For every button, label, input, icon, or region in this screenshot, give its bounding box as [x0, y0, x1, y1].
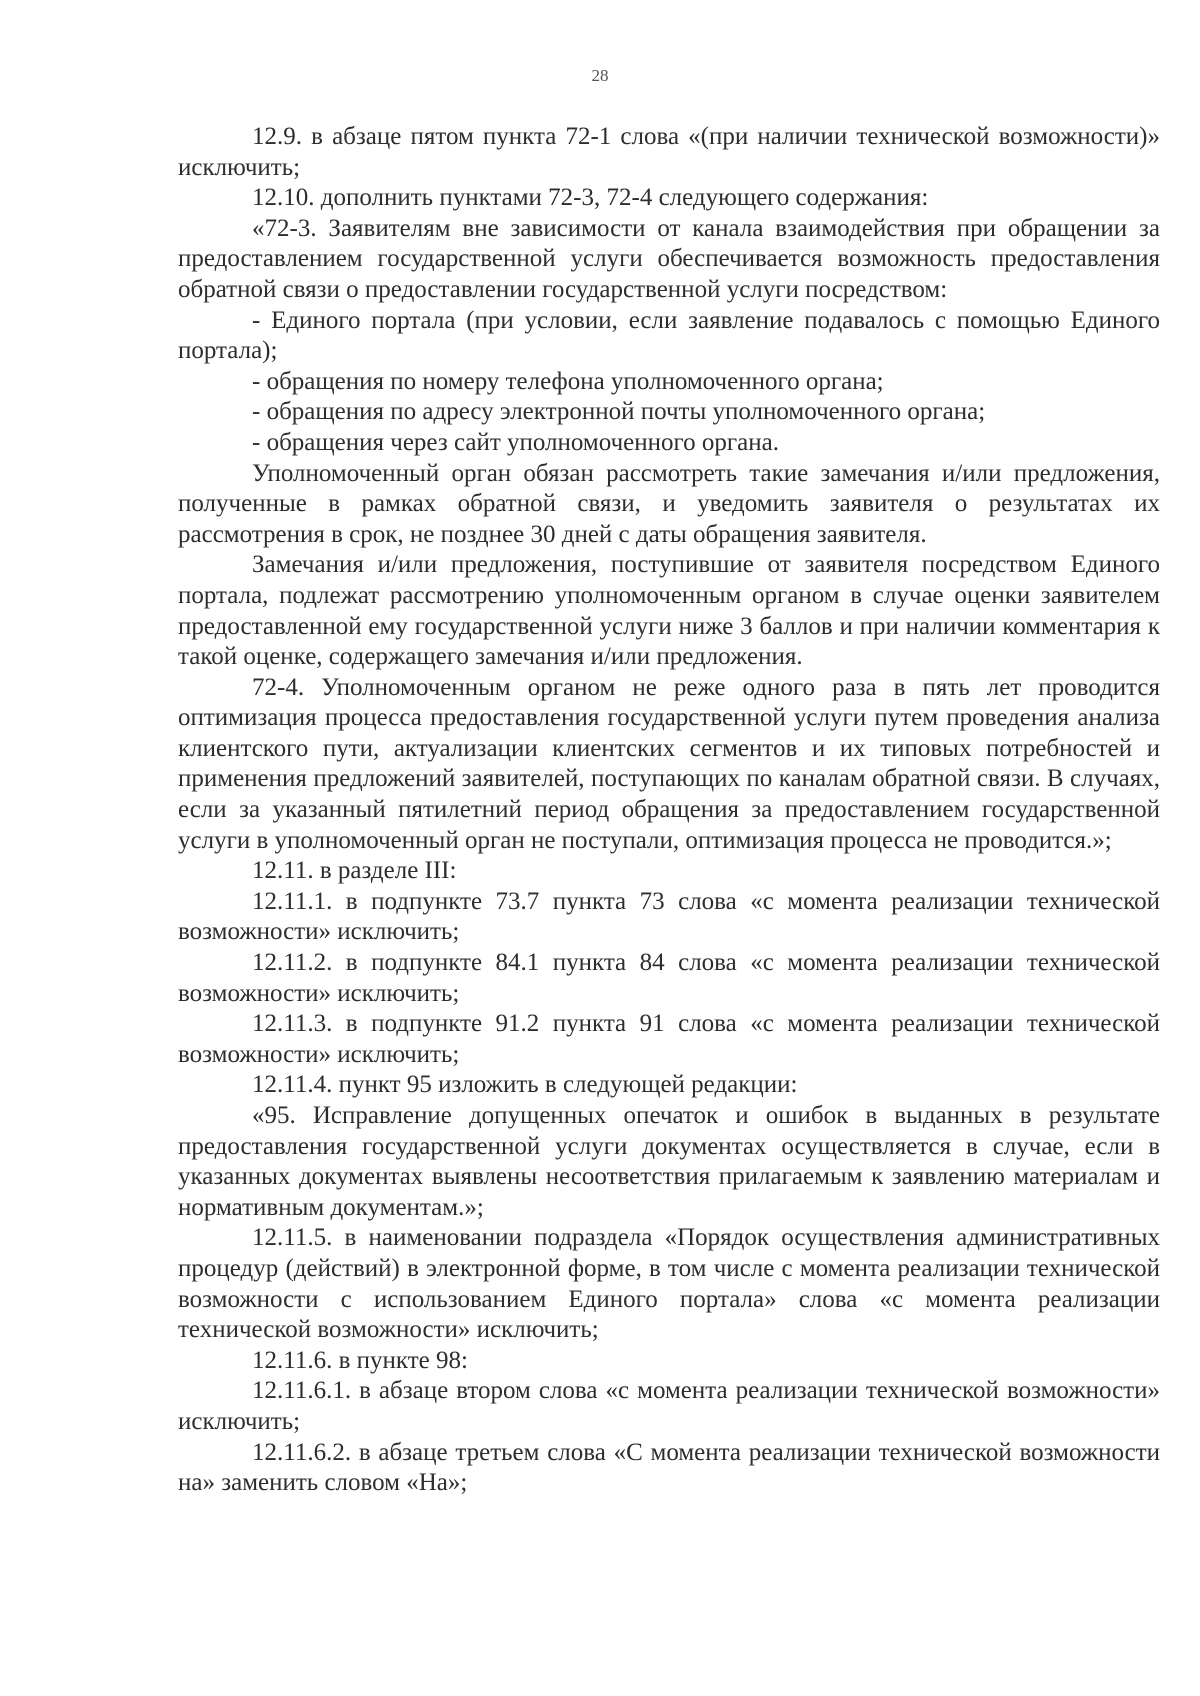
paragraph-12-10: 12.10. дополнить пунктами 72-3, 72-4 следующего содержания: — [252, 184, 929, 212]
paragraph-72-3: «72-3. Заявителям вне зависимости от канала взаимодействия при обращении за предоставлением государственной услуги обеспечивается возможность предоставления обратной связи о предоставлении государственной услуги посредством: — [178, 214, 1160, 303]
paragraph-12-11-1: 12.11.1. в подпункте 73.7 пункта 73 слова «с момента реализации технической возможности» исключить; — [178, 887, 1160, 946]
paragraph-12-11-6-1: 12.11.6.1. в абзаце втором слова «с момента реализации технической возможности» исключить; — [178, 1377, 1160, 1435]
paragraph-12-11-5: 12.11.5. в наименовании подраздела «Порядок осуществления административных процедур (действий) в электронной форме, в том числе с момента реализации технической возможности с использованием Единого портала» слова «с момента реализации технической возможности» исключить; — [178, 1224, 1160, 1344]
paragraph-12-11-2: 12.11.2. в подпункте 84.1 пункта 84 слова «с момента реализации технической возможности» исключить; — [178, 949, 1160, 1007]
list-item-email: - обращения по адресу электронной почты уполномоченного органа; — [252, 398, 986, 426]
page-number: 28 — [591, 66, 609, 85]
paragraph-12-11-6: 12.11.6. в пункте 98: — [252, 1346, 468, 1374]
document-body — [178, 122, 1160, 1499]
list-item-phone: - обращения по номеру телефона уполномоченного органа; — [252, 367, 884, 395]
paragraph-portal-remarks: Замечания и/или предложения, поступившие от заявителя посредством Единого портала, подлежат рассмотрению уполномоченным органом в случае оценки заявителем предоставленной ему государственной услуги ниже 3 баллов и при наличии комментария к такой оценке, содержащего замечания и/или предложения. — [178, 551, 1160, 671]
paragraph-authority-obligation: Уполномоченный орган обязан рассмотреть такие замечания и/или предложения, полученные в рамках обратной связи, и уведомить заявителя о результатах их рассмотрения в срок, не позднее 30 дней с даты обращения заявителя. — [178, 459, 1160, 548]
paragraph-12-11-3: 12.11.3. в подпункте 91.2 пункта 91 слова «с момента реализации технической возможности» исключить; — [178, 1010, 1160, 1068]
paragraph-95: «95. Исправление допущенных опечаток и ошибок в выданных в результате предоставления государственной услуги документах осуществляется в случае, если в указанных документах выявлены несоответствия прилагаемым к заявлению материалам и нормативным документам.»; — [178, 1102, 1160, 1221]
paragraph-12-9: 12.9. в абзаце пятом пункта 72-1 слова «(при наличии технической возможности)» исключить; — [178, 123, 1160, 181]
list-item-unified-portal: - Единого портала (при условии, если заявление подавалось с помощью Единого портала); — [178, 306, 1160, 365]
list-item-website: - обращения через сайт уполномоченного органа. — [252, 428, 779, 456]
paragraph-12-11-4: 12.11.4. пункт 95 изложить в следующей редакции: — [252, 1071, 798, 1099]
paragraph-12-11-6-2: 12.11.6.2. в абзаце третьем слова «С момента реализации технической возможности на» заменить словом «На»; — [178, 1438, 1160, 1497]
paragraph-12-11: 12.11. в разделе III: — [252, 857, 457, 885]
paragraph-72-4: 72-4. Уполномоченным органом не реже одного раза в пять лет проводится оптимизация процесса предоставления государственной услуги путем проведения анализа клиентского пути, актуализации клиентских сегментов и их типовых потребностей и применения предложений заявителей, поступающих по каналам обратной связи. В случаях, если за указанный пятилетний период обращения за предоставлением государственной услуги в уполномоченный орган не поступали, оптимизация процесса не проводится.»; — [178, 673, 1160, 854]
